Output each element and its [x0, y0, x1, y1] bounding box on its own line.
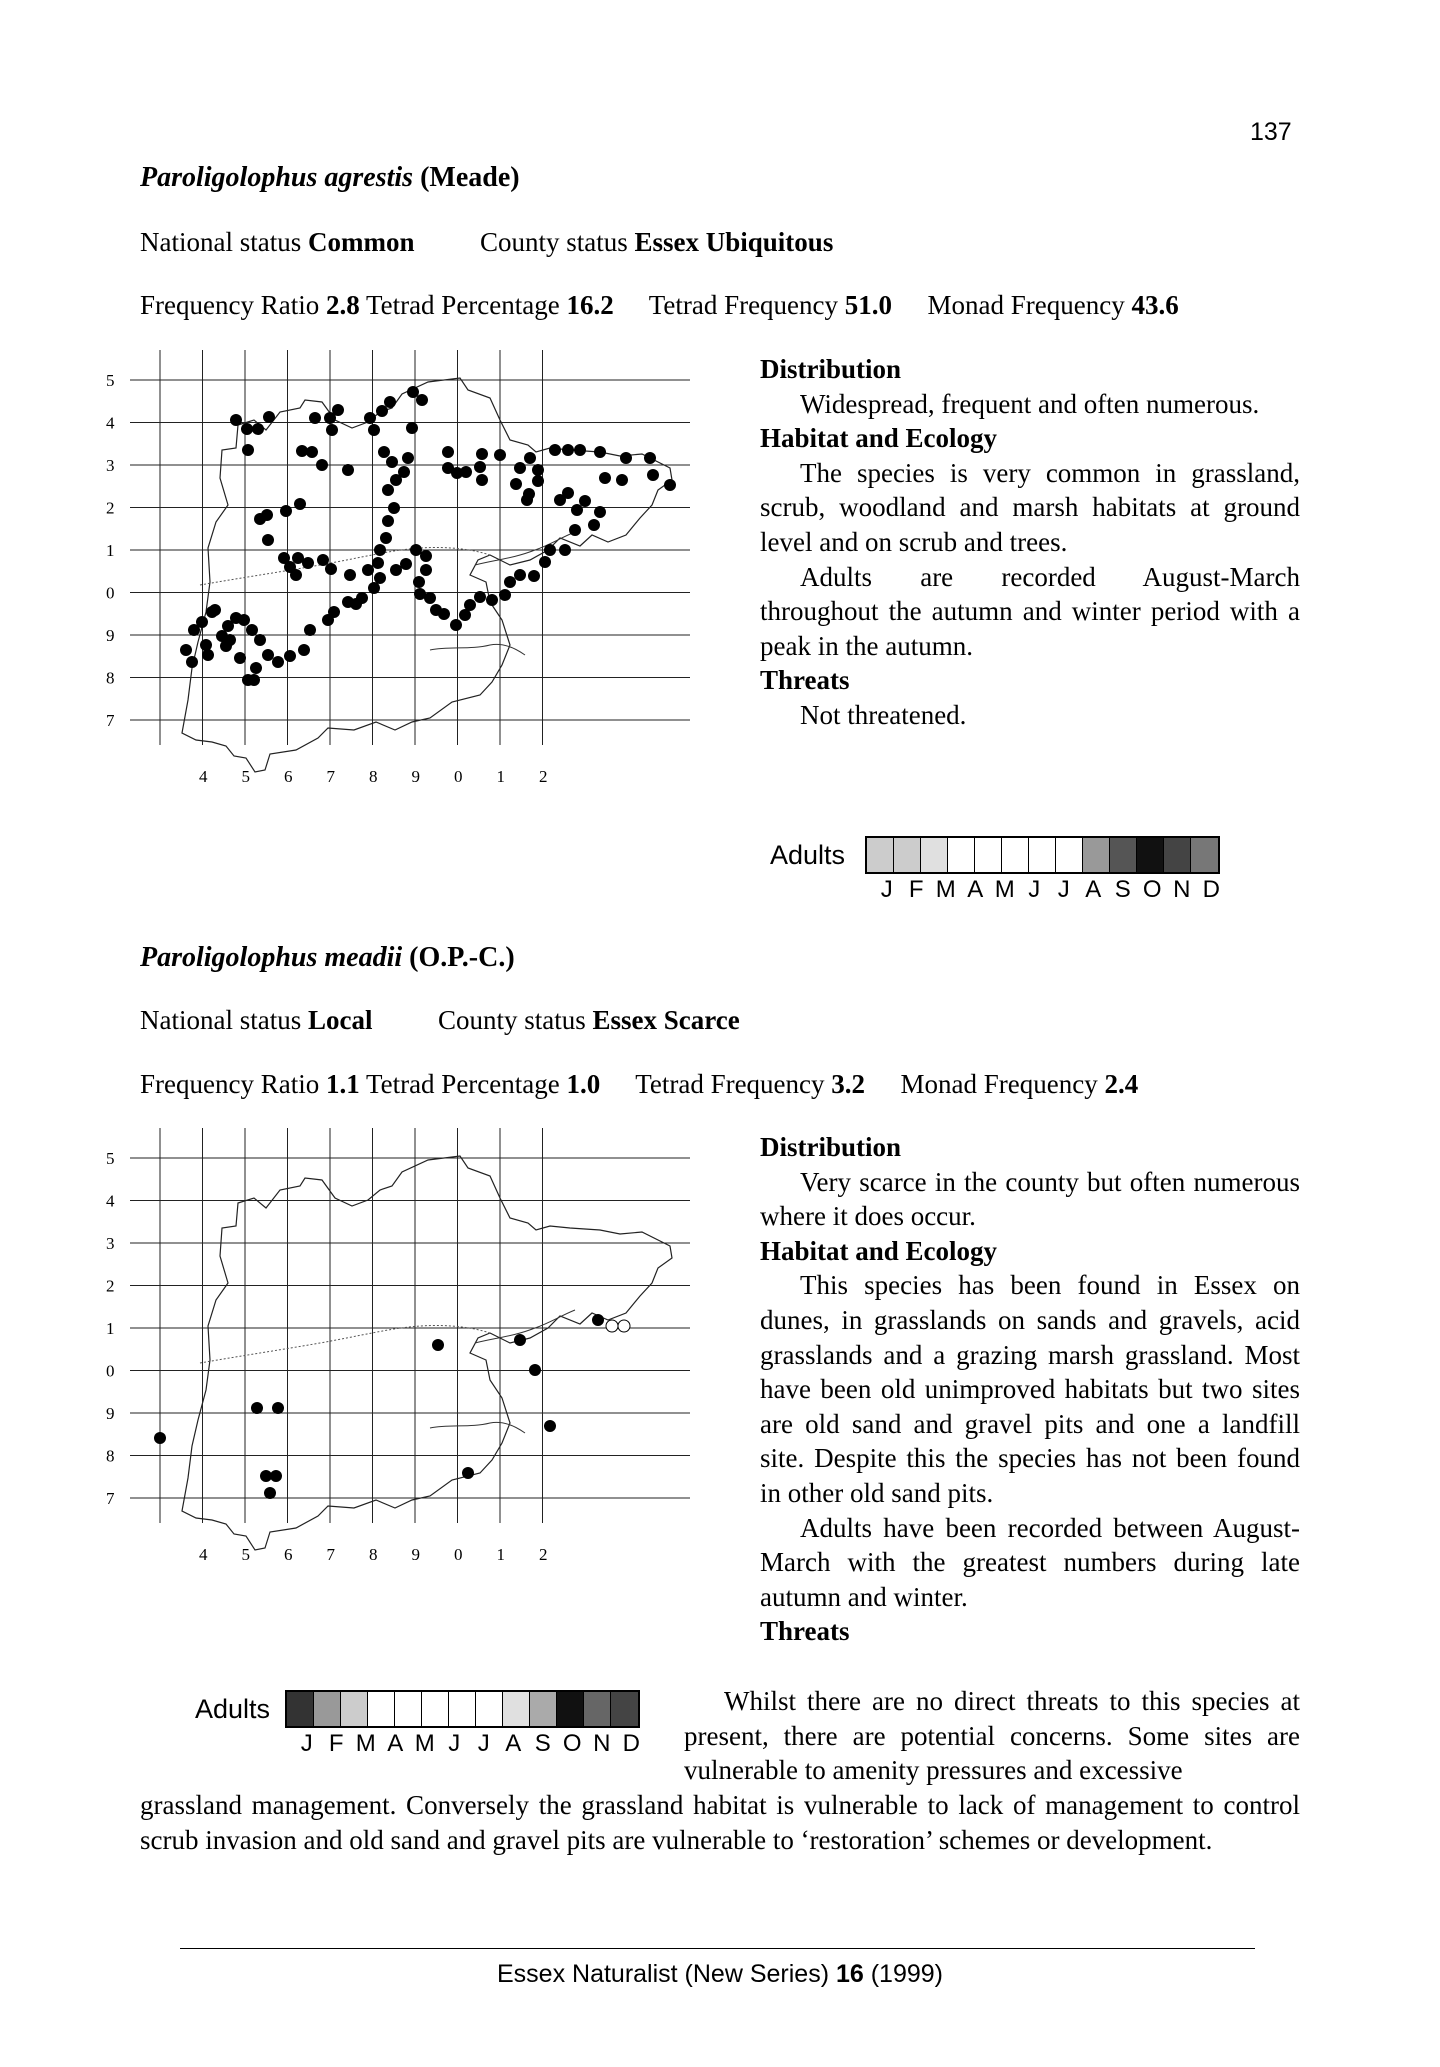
phenology-box [894, 838, 921, 872]
record-dot [206, 606, 218, 618]
estuary-line [430, 644, 525, 655]
distribution-text: Very scarce in the county but often numerous where it does occur. [760, 1166, 1300, 1232]
record-dot [294, 498, 306, 510]
record-dot [407, 386, 419, 398]
record-dot [332, 404, 344, 416]
record-dot [382, 484, 394, 496]
record-dot [571, 504, 583, 516]
record-dot [486, 594, 498, 606]
record-dot [544, 544, 556, 556]
record-dot [554, 494, 566, 506]
record-dot [325, 563, 337, 575]
record-dot [499, 589, 511, 601]
record-dot [402, 452, 414, 464]
axis-label-x: 7 [326, 1545, 335, 1564]
phenology-box [975, 838, 1002, 872]
record-dot [241, 423, 253, 435]
axis-label-x: 7 [326, 767, 335, 786]
month-label: M [935, 876, 956, 903]
distribution-text: Widespread, frequent and often numerous. [800, 388, 1260, 419]
record-dot [376, 405, 388, 417]
species-2-threats-col [684, 1684, 1300, 1788]
phenology-label: Adults [195, 1694, 271, 1724]
record-dot [272, 656, 284, 668]
estuary-line [430, 1422, 525, 1433]
axis-label-x: 6 [284, 767, 293, 786]
month-label: J [880, 876, 893, 903]
record-dot [317, 554, 329, 566]
axis-label-y: 8 [106, 668, 115, 688]
species-2-text [760, 1130, 1300, 1649]
habitat-text-2: Adults are recorded August-March throughout the autumn and winter period with a peak in the autumn. [760, 561, 1300, 661]
footer-year: (1999) [870, 1960, 943, 1988]
axis-label-x: 2 [539, 767, 548, 786]
record-dot [180, 644, 192, 656]
phenology-box [557, 1692, 584, 1726]
record-dot [476, 448, 488, 460]
species-2-frequencies: Frequency Ratio 1.1 Tetrad Percentage 1.0 Tetrad Frequency 3.2 Monad Frequency 2.4 [140, 1069, 1139, 1099]
record-dot [250, 662, 262, 674]
month-label: D [1202, 876, 1220, 903]
record-dot [664, 479, 676, 491]
axis-label-x: 9 [411, 767, 420, 786]
axis-label-x: 1 [496, 1545, 505, 1564]
record-dot [413, 576, 425, 588]
record-dot [579, 495, 591, 507]
record-dot [450, 619, 462, 631]
axis-label-y: 5 [106, 1149, 115, 1168]
record-dot [262, 534, 274, 546]
record-dot [562, 444, 574, 456]
axis-label-x: 9 [411, 1545, 420, 1564]
record-dot [432, 1339, 444, 1351]
axis-label-x: 8 [369, 1545, 378, 1564]
record-dot [416, 394, 428, 406]
distribution-heading: Distribution [760, 354, 902, 384]
species-1-title [140, 162, 520, 194]
species-1-status: National status Common County status Essex Ubiquitous [140, 227, 834, 257]
record-dot [539, 556, 551, 568]
record-dot-hollow [606, 1320, 618, 1332]
habitat-text-1: The species is very common in grassland, scrub, woodland and marsh habitats at ground level and on scrub and trees. [760, 457, 1300, 557]
record-dot [476, 474, 488, 486]
month-label: F [908, 876, 924, 903]
axis-label-y: 7 [106, 711, 115, 730]
record-dot [494, 449, 506, 461]
month-label: J [448, 1730, 461, 1757]
phenology-box [1110, 838, 1137, 872]
record-dot [420, 550, 432, 562]
month-label: N [593, 1730, 611, 1757]
record-dot [592, 1314, 604, 1326]
axis-label-x: 4 [199, 1545, 208, 1564]
record-dot [224, 634, 236, 646]
record-dot [304, 624, 316, 636]
axis-label-x: 6 [284, 1545, 293, 1564]
record-dot [532, 464, 544, 476]
river-line [200, 1325, 490, 1363]
month-label: S [1114, 876, 1131, 903]
phenology-box [368, 1692, 395, 1726]
record-dot [200, 639, 212, 651]
phenology-box [287, 1692, 314, 1726]
record-dot [514, 462, 526, 474]
month-label: O [562, 1730, 582, 1757]
record-dot [246, 624, 258, 636]
species-1-text [760, 352, 1300, 733]
species-2-status: National status Local County status Essex Scarce [140, 1005, 740, 1035]
phenology-box [1083, 838, 1110, 872]
record-dot [532, 475, 544, 487]
axis-label-x: 4 [199, 767, 208, 786]
record-dot [309, 412, 321, 424]
axis-label-y: 1 [106, 541, 115, 560]
record-dot [462, 1467, 474, 1479]
record-dot [406, 422, 418, 434]
record-dot [322, 614, 334, 626]
record-dot [398, 466, 410, 478]
record-dot [400, 558, 412, 570]
record-dot [362, 564, 374, 576]
month-label: O [1142, 876, 1162, 903]
footer-journal: Essex Naturalist (New Series) [496, 1960, 830, 1988]
record-dot [474, 591, 486, 603]
species-1-authority: (Meade) [420, 162, 520, 193]
month-label: A [387, 1730, 404, 1757]
axis-label-y: 1 [106, 1319, 115, 1338]
habitat-text-1: This species has been found in Essex on dunes, in grasslands on sands and gravels, acid grasslands and a grazing marsh grassland. Most have been old unimproved habitats but two sites are old sand and gravel pits and one a landfill site. Despite this the species has not been found in other old sand pits. [760, 1270, 1300, 1508]
habitat-heading: Habitat and Ecology [760, 1235, 998, 1266]
record-dot [306, 446, 318, 458]
axis-label-y: 4 [106, 1191, 115, 1211]
record-dot [380, 532, 392, 544]
axis-label-x: 8 [369, 767, 378, 786]
record-dot [644, 452, 656, 464]
record-dot [594, 506, 606, 518]
footer-rule [180, 1948, 1255, 1949]
phenology-box [1164, 838, 1191, 872]
month-label: J [1057, 876, 1070, 903]
species-2-name: Paroligolophus meadii [140, 942, 403, 973]
record-dot [514, 1334, 526, 1346]
record-dot [588, 519, 600, 531]
record-dot [284, 650, 296, 662]
axis-label-y: 0 [106, 1361, 115, 1381]
record-dot [529, 1364, 541, 1376]
record-dot [364, 412, 376, 424]
axis-label-y: 3 [106, 1234, 115, 1253]
month-label: D [622, 1730, 640, 1757]
record-dot-hollow [618, 1320, 630, 1332]
record-dot [186, 656, 198, 668]
phenology-box [530, 1692, 557, 1726]
record-dot [374, 544, 386, 556]
month-label: F [328, 1730, 344, 1757]
record-dot [368, 424, 380, 436]
axis-label-y: 9 [106, 1404, 115, 1423]
month-label: N [1173, 876, 1191, 903]
threats-text: Not threatened. [800, 699, 967, 730]
phenology-box [503, 1692, 530, 1726]
record-dot [390, 564, 402, 576]
phenology-box [584, 1692, 611, 1726]
axis-label-y: 0 [106, 583, 115, 603]
phenology-box [449, 1692, 476, 1726]
record-dot [252, 423, 264, 435]
axis-label-x: 5 [241, 1545, 250, 1564]
record-dot [410, 544, 422, 556]
axis-label-x: 5 [241, 767, 250, 786]
record-dot [222, 620, 234, 632]
record-dot [302, 557, 314, 569]
record-dot [430, 604, 442, 616]
phenology-label: Adults [770, 840, 846, 870]
record-dot [569, 524, 581, 536]
record-dot [420, 564, 432, 576]
record-dot [202, 649, 214, 661]
phenology-box [314, 1692, 341, 1726]
record-dot [599, 472, 611, 484]
record-dot [342, 464, 354, 476]
distribution-map-1 [106, 350, 730, 890]
record-dot [262, 649, 274, 661]
month-label: A [1085, 876, 1102, 903]
record-dot [378, 446, 390, 458]
record-dot [528, 570, 540, 582]
month-label: J [477, 1730, 490, 1757]
axis-label-y: 3 [106, 456, 115, 475]
phenology-box [867, 838, 894, 872]
month-label: M [994, 876, 1015, 903]
phenology-box [341, 1692, 368, 1726]
month-label: M [355, 1730, 376, 1757]
record-dot [272, 1402, 284, 1414]
record-dot [280, 505, 292, 517]
county-outline [182, 1156, 672, 1550]
record-dot [524, 452, 536, 464]
phenology-box [422, 1692, 449, 1726]
axis-label-y: 7 [106, 1489, 115, 1508]
record-dot [290, 569, 302, 581]
record-dot [342, 596, 354, 608]
record-dot [154, 1432, 166, 1444]
record-dot [374, 572, 386, 584]
record-dot [504, 576, 516, 588]
phenology-box [1029, 838, 1056, 872]
record-dot [647, 469, 659, 481]
axis-label-y: 5 [106, 371, 115, 390]
record-dot [263, 411, 275, 423]
record-dot [544, 1420, 556, 1432]
record-dot [344, 569, 356, 581]
habitat-text-2: Adults have been recorded between August-March with the greatest numbers during late autumn and winter. [760, 1512, 1300, 1612]
record-dot [382, 515, 394, 527]
species-2-title [140, 942, 515, 974]
axis-label-y: 8 [106, 1446, 115, 1466]
record-dot [242, 674, 254, 686]
habitat-heading: Habitat and Ecology [760, 423, 998, 454]
record-dot [260, 1470, 272, 1482]
axis-label-y: 9 [106, 626, 115, 645]
axis-label-y: 2 [106, 1276, 115, 1296]
species-2-authority: (O.P.-C.) [409, 942, 515, 973]
record-dot [230, 414, 242, 426]
record-dot [442, 446, 454, 458]
phenology-box [921, 838, 948, 872]
record-dot [368, 582, 380, 594]
phenology-box [1002, 838, 1029, 872]
record-dot [316, 459, 328, 471]
axis-label-x: 0 [454, 1545, 463, 1564]
species-1-frequencies: Frequency Ratio 2.8 Tetrad Percentage 16.2 Tetrad Frequency 51.0 Monad Frequency 43.6 [140, 290, 1179, 320]
record-dot [234, 652, 246, 664]
record-dot [251, 1402, 263, 1414]
footer-volume: 16 [835, 1960, 864, 1988]
record-dot [620, 452, 632, 464]
record-dot [549, 444, 561, 456]
distribution-heading: Distribution [760, 1132, 902, 1162]
axis-label-x: 1 [496, 767, 505, 786]
record-dot [459, 609, 471, 621]
record-dot [298, 644, 310, 656]
species-1-name: Paroligolophus agrestis [140, 162, 414, 193]
month-label: M [414, 1730, 435, 1757]
record-dot [574, 444, 586, 456]
month-label: S [534, 1730, 551, 1757]
record-dot [326, 424, 338, 436]
record-dot [254, 513, 266, 525]
phenology-box [395, 1692, 422, 1726]
record-dot [616, 474, 628, 486]
record-dot [384, 396, 396, 408]
record-dot [460, 466, 472, 478]
record-dot [594, 446, 606, 458]
record-dot [474, 461, 486, 473]
phenology-box [1137, 838, 1164, 872]
threats-text-col: Whilst there are no direct threats to this species at present, there are potential concerns. Some sites are vulnerable to amenity pressures and excessive [684, 1686, 1300, 1786]
record-dot [559, 544, 571, 556]
axis-label-x: 2 [539, 1545, 548, 1564]
species-2-threats-full: grassland management. Conversely the grassland habitat is vulnerable to lack of management to control scrub invasion and old sand and gravel pits are vulnerable to ‘restoration’ schemes or development. [140, 1790, 1300, 1855]
record-dot [514, 569, 526, 581]
threats-heading: Threats [760, 1616, 850, 1647]
month-label: J [1028, 876, 1041, 903]
axis-label-y: 2 [106, 498, 115, 518]
record-dot [254, 634, 266, 646]
page-number: 137 [1250, 118, 1292, 146]
record-dot [372, 557, 384, 569]
phenology-box [1191, 838, 1218, 872]
month-label: J [300, 1730, 313, 1757]
record-dot [386, 456, 398, 468]
phenology-box [476, 1692, 503, 1726]
phenology-box [611, 1692, 638, 1726]
month-label: A [967, 876, 984, 903]
record-dot [521, 494, 533, 506]
distribution-map-2 [106, 1128, 730, 1668]
threats-heading: Threats [760, 665, 850, 696]
phenology-box [948, 838, 975, 872]
record-dot [414, 588, 426, 600]
month-label: A [505, 1730, 522, 1757]
record-dot [510, 478, 522, 490]
record-dot [264, 1487, 276, 1499]
footer [0, 1960, 1440, 1989]
record-dot [196, 616, 208, 628]
record-dot [388, 502, 400, 514]
phenology-box [1056, 838, 1083, 872]
axis-label-x: 0 [454, 767, 463, 786]
river-line [200, 547, 490, 585]
axis-label-y: 4 [106, 413, 115, 433]
record-dot [242, 444, 254, 456]
